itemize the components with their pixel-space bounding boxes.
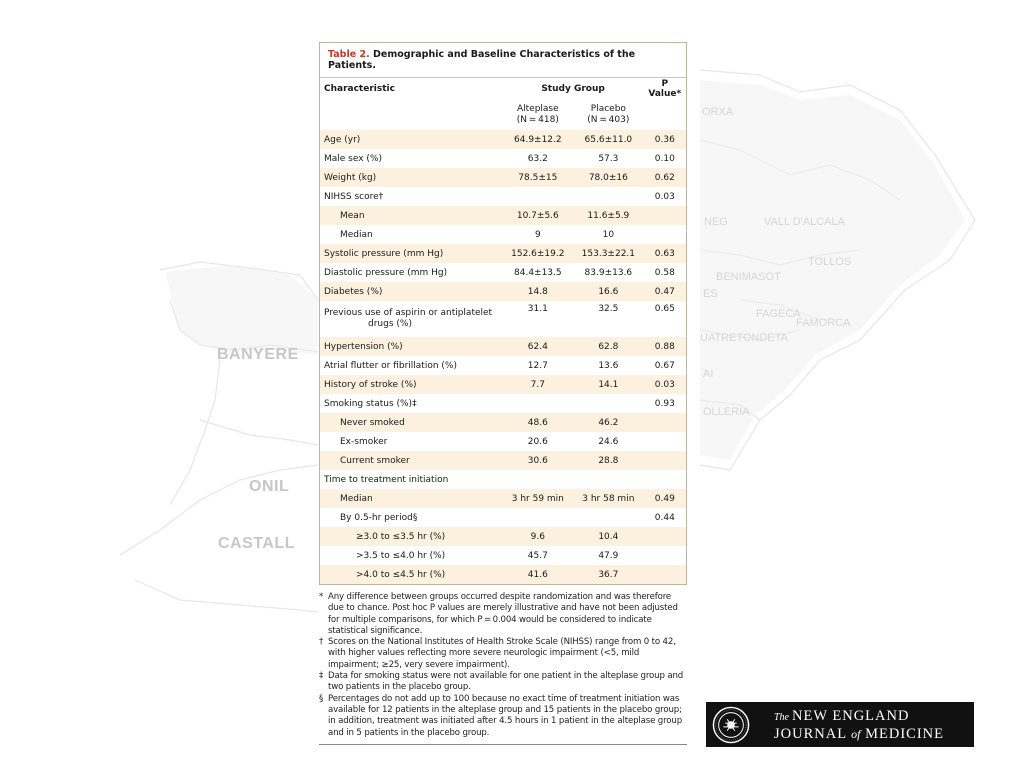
table-subheader-row [320,100,686,130]
row-p [644,470,686,489]
row-placebo: 28.8 [598,455,619,466]
nejm-logo [706,702,974,747]
row-placebo: 47.9 [598,550,619,561]
table-box [319,42,687,585]
row-p: 0.03 [654,379,675,390]
row-alteplase [503,508,574,527]
row-label: Never smoked [340,417,405,428]
table-row [320,356,686,375]
row-label: Mean [340,210,365,221]
row-placebo: 16.6 [598,286,619,297]
table-row [320,394,686,413]
row-p [644,432,686,451]
row-p [644,206,686,225]
footnote-symbol: * [319,592,324,602]
subheader-alteplase [503,100,574,130]
row-alteplase: 3 hr 59 min [511,493,564,504]
nejm-line2 [774,726,944,742]
row-placebo: 36.7 [598,569,619,580]
row-p [644,451,686,470]
table-row [320,244,686,263]
nejm-seal-icon [712,706,750,744]
subheader-placebo [573,100,644,130]
row-label [320,301,503,337]
row-label: Ex-smoker [340,436,388,447]
map-label-benimassot: BENIMASOT [716,271,781,283]
table-panel [319,42,687,745]
table-row [320,282,686,301]
row-label: >3.5 to ≤4.0 hr (%) [356,550,446,561]
row-placebo [573,187,644,206]
row-placebo: 24.6 [598,436,619,447]
table-row [320,470,686,489]
row-p: 0.49 [654,493,675,504]
alteplase-label: Alteplase [516,104,559,114]
table-row [320,263,686,282]
row-alteplase: 78.5±15 [518,172,558,183]
row-p: 0.47 [654,286,675,297]
nejm-new-england: NEW ENGLAND [792,707,910,724]
table-row [320,149,686,168]
row-p: 0.65 [654,304,675,314]
header-study-group: Study Group [541,84,605,94]
row-alteplase [503,470,574,489]
row-alteplase [503,187,574,206]
table-row [320,546,686,565]
row-label: Weight (kg) [324,172,377,183]
row-alteplase: 62.4 [527,341,548,352]
placebo-label: Placebo [590,104,626,114]
row-alteplase: 45.7 [527,550,548,561]
row-placebo: 62.8 [598,341,619,352]
row-label: History of stroke (%) [324,379,417,390]
map-label-famorca: FAMORCA [796,317,851,329]
footnote-text: Data for smoking status were not available for one patient in the alteplase group and two patients in the placebo group. [328,671,684,693]
map-label-olleria: OLLERIA [703,406,750,418]
row-placebo: 13.6 [598,360,619,371]
map-label-orxa: ORXA [702,106,734,118]
subheader-empty-p [644,100,686,130]
row-p: 0.62 [654,172,675,183]
table-row [320,432,686,451]
row-alteplase: 84.4±13.5 [514,267,562,278]
table-row [320,225,686,244]
row-alteplase: 30.6 [527,455,548,466]
nejm-journal: JOURNAL [774,725,847,742]
row-p: 0.67 [654,360,675,371]
row-label: Median [340,493,373,504]
row-p: 0.58 [654,267,675,278]
map-label-quatretondeta: UATRETONDETA [700,332,789,344]
row-p [644,546,686,565]
row-placebo: 57.3 [598,153,619,164]
nejm-line1 [774,708,944,726]
table-row [320,489,686,508]
map-label-castalla: CASTALL [218,535,295,552]
map-label-neg: NEG [704,216,728,228]
nejm-medicine: MEDICINE [865,725,945,742]
map-label-ai: AI [703,368,714,380]
nejm-the: The [774,711,789,723]
row-placebo [573,508,644,527]
row-alteplase: 7.7 [530,379,545,390]
row-alteplase: 63.2 [527,153,548,164]
footnote-text: Scores on the National Institutes of Health Stroke Scale (NIHSS) range from 0 to 42, with higher values reflecting more severe neurologic impairment (<5, mild impairment; ≥25, very severe impairment). [328,637,676,670]
row-p: 0.88 [654,341,675,352]
row-label-line1: Previous use of aspirin or antiplatelet [324,308,493,318]
row-alteplase: 64.9±12.2 [514,134,562,145]
row-placebo: 153.3±22.1 [581,248,636,259]
row-p [644,527,686,546]
map-label-vall-dalcala: VALL D'ALCALA [764,216,845,228]
row-alteplase: 31.1 [527,304,548,314]
table-header-row [320,78,686,100]
map-label-onil: ONIL [249,478,290,495]
row-label: Diabetes (%) [324,286,383,297]
demographics-table [320,78,686,584]
row-alteplase: 41.6 [527,569,548,580]
table-row [320,301,686,337]
row-label: Median [340,229,373,240]
row-p [644,413,686,432]
table-row [320,337,686,356]
table-row [320,130,686,149]
header-characteristic: Characteristic [324,84,395,94]
row-p: 0.10 [654,153,675,164]
footnote-symbol: † [319,637,324,648]
nejm-wordmark [774,708,944,742]
row-p: 0.03 [654,191,675,202]
row-alteplase: 9 [534,229,541,240]
nejm-of: of [851,726,861,741]
alteplase-n: (N = 418) [516,115,559,125]
row-placebo: 3 hr 58 min [582,493,635,504]
map-label-banyeres: BANYERE [217,346,299,363]
row-label: By 0.5-hr period§ [340,512,418,523]
table-row [320,565,686,584]
header-p-value: P Value* [648,79,682,99]
row-label: >4.0 to ≤4.5 hr (%) [356,569,446,580]
row-placebo: 65.6±11.0 [584,134,633,145]
table-row [320,187,686,206]
row-p: 0.36 [654,134,675,145]
row-label: Smoking status (%)‡ [324,398,417,409]
row-p [644,225,686,244]
row-placebo: 10.4 [598,531,619,542]
table-number: Table 2. [328,49,370,60]
subheader-empty [320,100,503,130]
map-label-es: ES [703,288,718,300]
row-label: Diastolic pressure (mm Hg) [324,267,448,278]
row-alteplase: 48.6 [527,417,548,428]
row-label: Time to treatment initiation [324,474,449,485]
row-placebo [573,470,644,489]
row-placebo: 32.5 [598,304,619,314]
map-label-tollos: TOLLOS [808,256,852,268]
row-p [644,565,686,584]
row-alteplase: 10.7±5.6 [516,210,559,221]
footnote [319,637,687,671]
table-row [320,206,686,225]
row-p: 0.63 [654,248,675,259]
placebo-n: (N = 403) [587,115,630,125]
row-placebo: 10 [602,229,615,240]
footnote [319,694,687,739]
row-placebo [573,394,644,413]
row-alteplase: 9.6 [530,531,545,542]
row-placebo: 14.1 [598,379,619,390]
row-placebo: 11.6±5.9 [587,210,630,221]
row-label-line2: drugs (%) [368,319,412,329]
row-placebo: 83.9±13.6 [584,267,633,278]
row-label: Current smoker [340,455,410,466]
footnotes [319,592,687,739]
row-p: 0.93 [654,398,675,409]
footnote-text: Percentages do not add up to 100 because no exact time of treatment initiation was available for 12 patients in the alteplase group and 15 patients in the placebo group; in addition, treatment was initiated after 4.5 hours in 1 patient in the alteplase group and in 5 patients in the placebo group. [328,693,682,738]
row-label: ≥3.0 to ≤3.5 hr (%) [356,531,446,542]
table-row [320,451,686,470]
row-label: Systolic pressure (mm Hg) [324,248,444,259]
row-placebo: 46.2 [598,417,619,428]
row-alteplase: 12.7 [527,360,548,371]
footnote [319,592,687,637]
row-alteplase: 14.8 [527,286,548,297]
row-p: 0.44 [654,512,675,523]
row-label: Age (yr) [324,134,361,145]
row-label: Male sex (%) [324,153,383,164]
table-row [320,168,686,187]
table-title-text: Demographic and Baseline Characteristics of the Patients. [328,49,636,71]
row-label: Atrial flutter or fibrillation (%) [324,360,457,371]
table-row [320,375,686,394]
table-row [320,527,686,546]
map-label-fageca: FAGECA [756,308,801,320]
row-label: Hypertension (%) [324,341,403,352]
row-alteplase: 152.6±19.2 [511,248,565,259]
footnote-divider [319,744,687,745]
row-label: NIHSS score† [324,191,384,202]
row-alteplase: 20.6 [527,436,548,447]
row-placebo: 78.0±16 [588,172,628,183]
row-alteplase [503,394,574,413]
footnote [319,671,687,694]
table-title [320,43,686,78]
footnote-symbol: § [319,693,324,704]
footnote-symbol: ‡ [319,671,324,682]
footnote-text: Any difference between groups occurred despite randomization and was therefore due to chance. Post hoc P values are merely illustrative and have not been adjusted for multiple comparisons, for which P = 0.004 would be considered to indicate statistical significance. [328,592,678,636]
table-row [320,508,686,527]
table-row [320,413,686,432]
